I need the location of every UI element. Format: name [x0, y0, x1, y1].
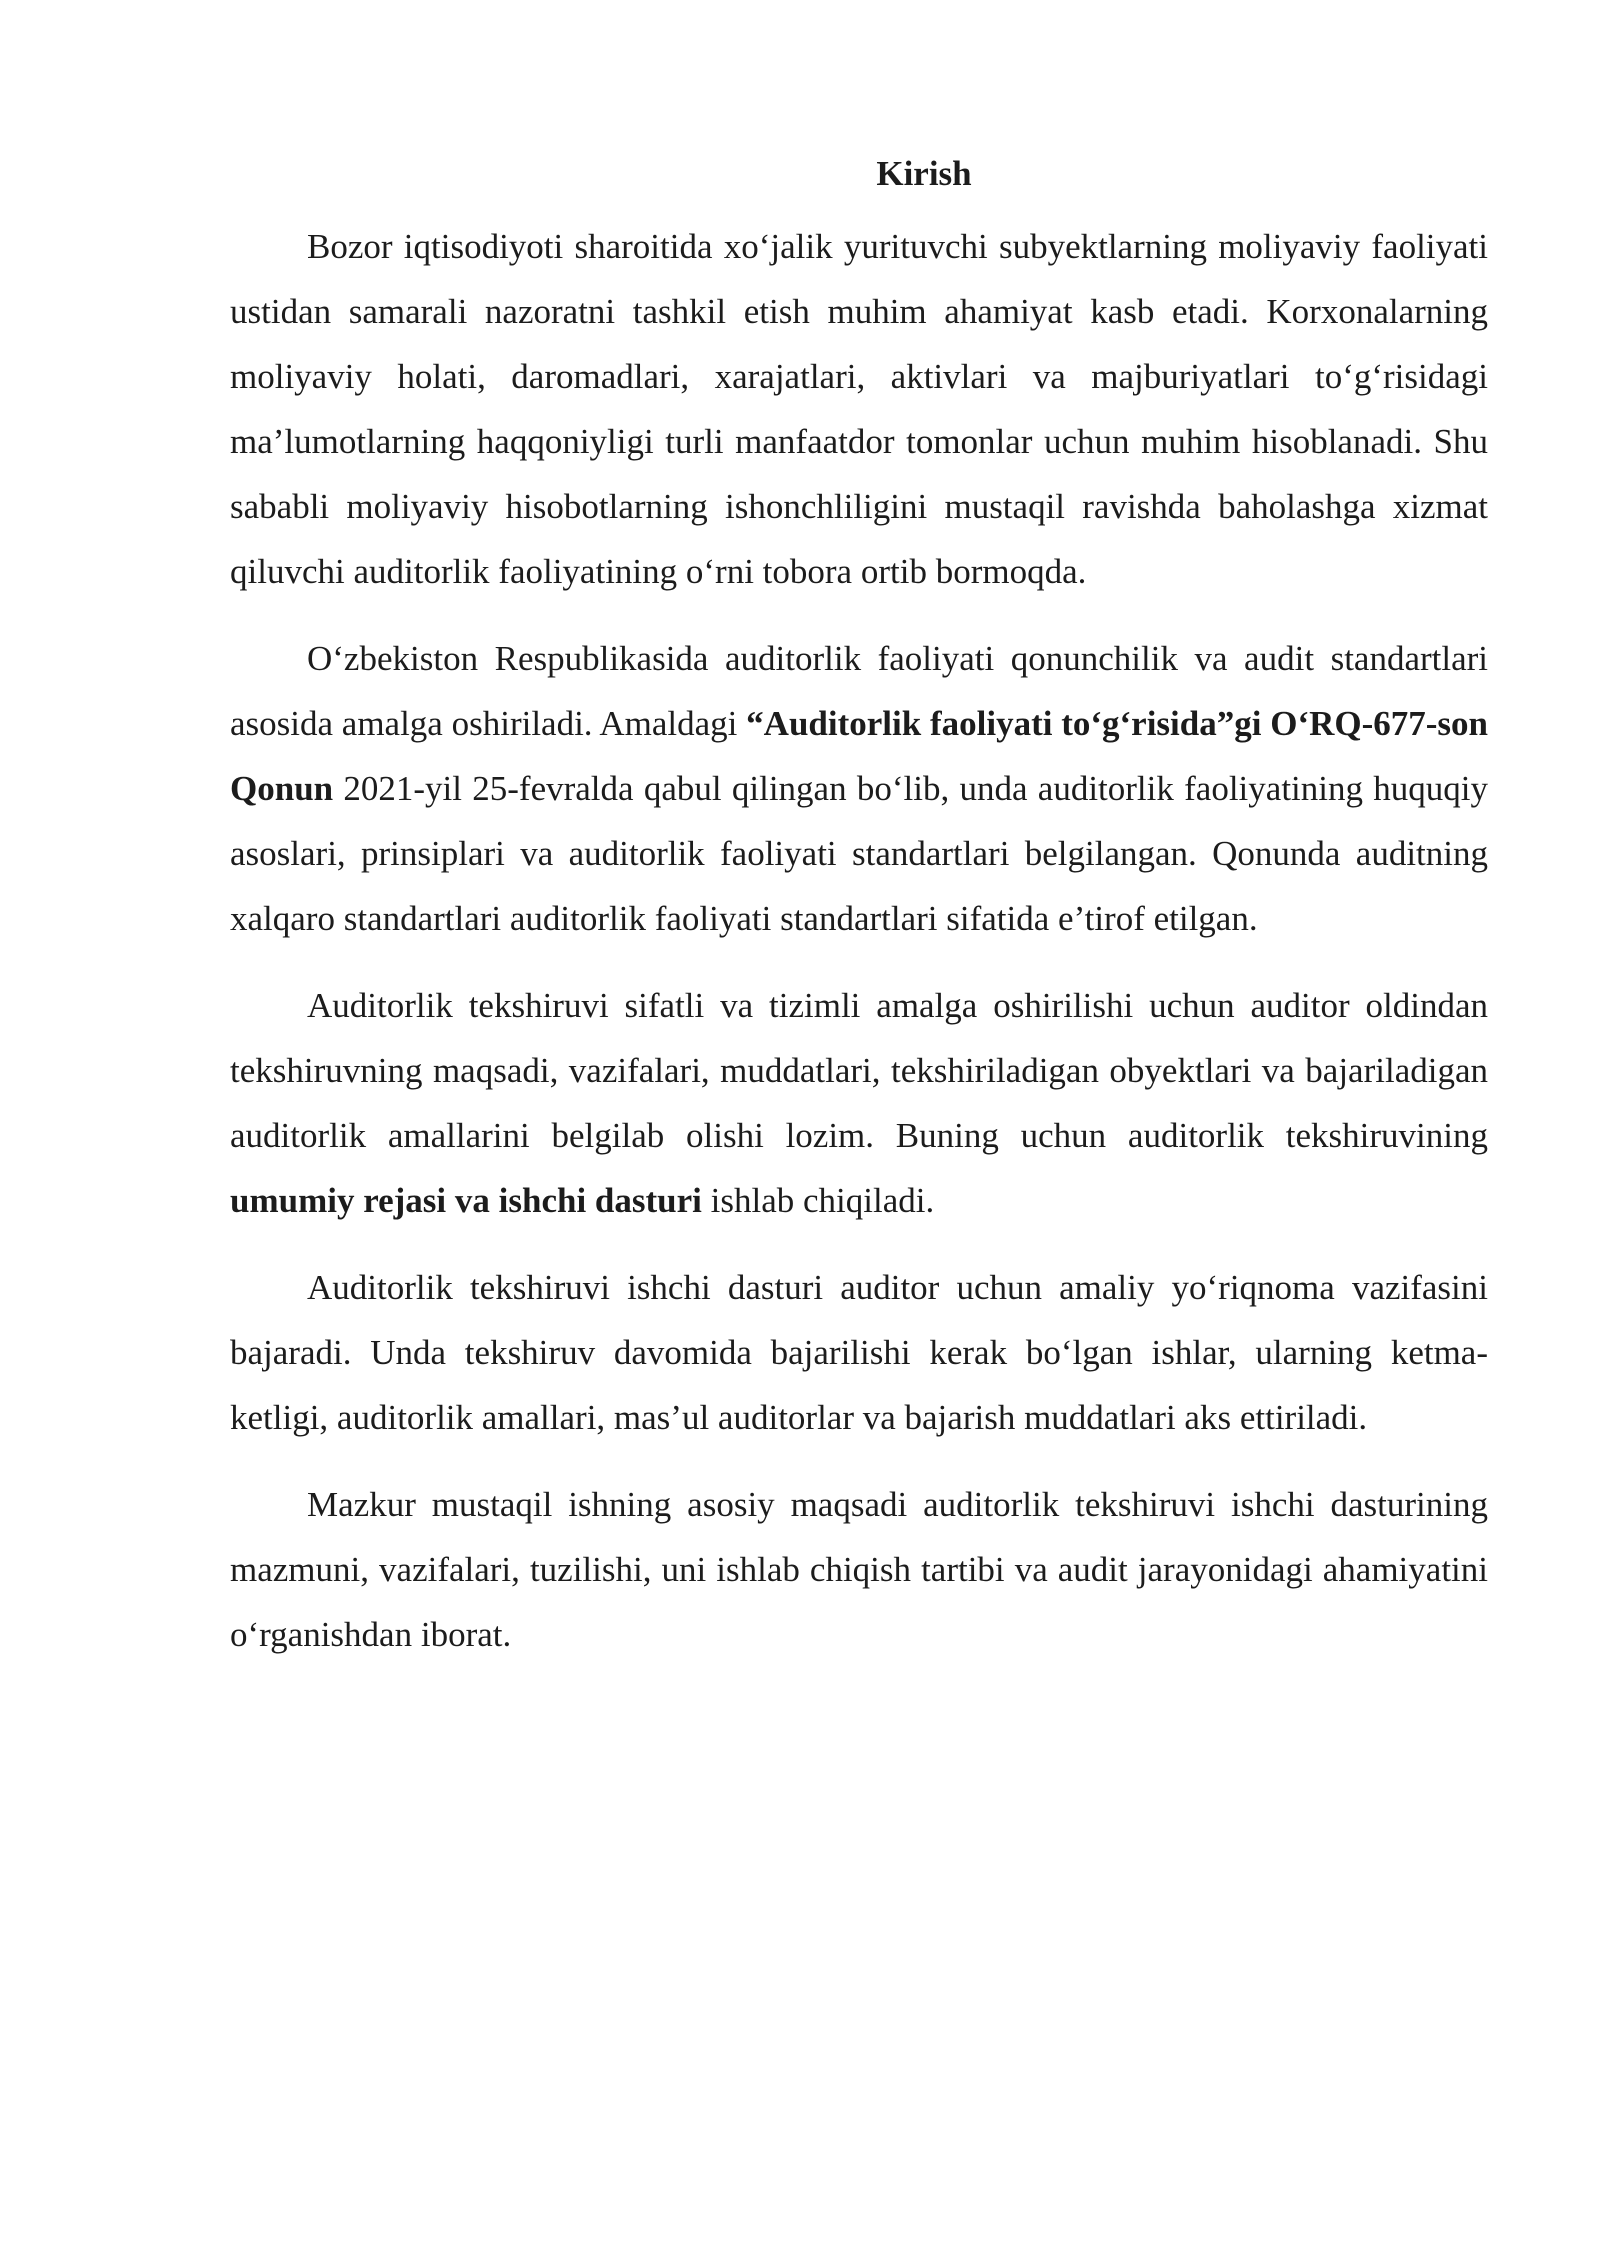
paragraph-legal-basis	[230, 626, 1488, 951]
law-reference: “Auditorlik faoliyati to‘g‘risida”gi O‘RQ-677-son Qonun	[230, 704, 1488, 808]
paragraph-text: O‘zbekiston Respublikasida auditorlik faoliyati qonunchilik va audit standartlari asosida amalga oshiriladi. Amaldagi	[230, 639, 1488, 743]
paragraph-audit-planning	[230, 973, 1488, 1233]
page-title: Kirish	[876, 154, 972, 193]
paragraph-intro: Bozor iqtisodiyoti sharoitida xo‘jalik yurituvchi subyektlarning moliyaviy faoliyati ustidan samarali nazoratni tashkil etish muhim ahamiyat kasb etadi. Korxonalarning moliyaviy holati, daromadlari, xarajatlari, aktivlari va majburiyatlari to‘g‘risidagi ma’lumotlarning haqqoniyligi turli manfaatdor tomonlar uchun muhim hisoblanadi. Shu sababli moliyaviy hisobotlarning ishonchliligini mustaqil ravishda baholashga xizmat qiluvchi auditorlik faoliyatining o‘rni tobora ortib bormoqda.	[230, 227, 1488, 591]
paragraph-text: ishlab chiqiladi.	[701, 1181, 935, 1220]
paragraph-text: 2021-yil 25-fevralda qabul qilingan bo‘lib, unda auditorlik faoliyatining huquqiy asoslari, prinsiplari va auditorlik faoliyati standartlari belgilangan. Qonunda auditning xalqaro standartlari auditorlik faoliyati standartlari sifatida e’tirof etilgan.	[230, 769, 1488, 938]
document-body	[230, 148, 1488, 1689]
emphasis-plan-program: umumiy rejasi va ishchi dasturi	[230, 1181, 702, 1220]
paragraph-work-program: Auditorlik tekshiruvi ishchi dasturi auditor uchun amaliy yo‘riqnoma vazifasini bajaradi. Unda tekshiruv davomida bajarilishi kerak bo‘lgan ishlar, ularning ketma-ketligi, auditorlik amallari, mas’ul auditorlar va bajarish muddatlari aks ettiriladi.	[230, 1268, 1488, 1437]
paragraph-objective: Mazkur mustaqil ishning asosiy maqsadi auditorlik tekshiruvi ishchi dasturining mazmuni, vazifalari, tuzilishi, uni ishlab chiqish tartibi va audit jarayonidagi ahamiyatini o‘rganishdan iborat.	[230, 1485, 1488, 1654]
paragraph-text: Auditorlik tekshiruvi sifatli va tizimli amalga oshirilishi uchun auditor oldindan tekshiruvning maqsadi, vazifalari, muddatlari, tekshiriladigan obyektlari va bajariladigan auditorlik amallarini belgilab olishi lozim. Buning uchun auditorlik tekshiruvining	[230, 986, 1488, 1155]
